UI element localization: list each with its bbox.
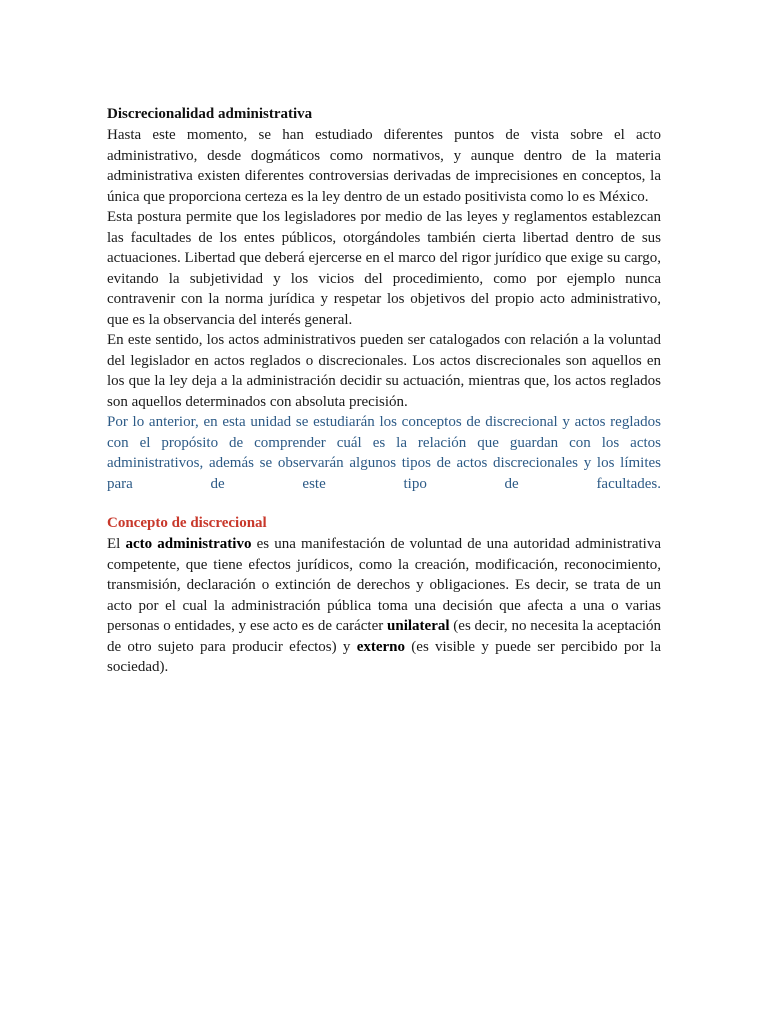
definition-bold-unilateral: unilateral xyxy=(387,618,450,634)
definition-text-3: (es decir, no necesita la aceptación de otro sujeto para producir efectos) y xyxy=(107,618,662,655)
definition-bold-acto-administrativo: acto administrativo xyxy=(125,536,252,552)
document-page xyxy=(107,104,661,678)
paragraph-unit-purpose: Por lo anterior, en esta unidad se estudiarán los conceptos de discrecional y actos reglados con el propósito de comprender cuál es la relación que guardan con los actos administrativos, además se observarán algunos tipos de actos discrecionales y los límites para de este tipo de facultades. xyxy=(107,414,661,492)
definition-text-2: es una manifestación de voluntad de una autoridad administrativa competente, que tiene efectos jurídicos, como la creación, modificación, reconocimiento, transmisión, declaración o extinción de derechos y obligaciones. Es decir, se trata de un acto por el cual la administración pública toma una decisión que afecta a una o varias personas o entidades, y ese acto es de carácter xyxy=(107,536,661,634)
section-heading: Concepto de discrecional xyxy=(107,515,267,531)
paragraph-legislators: Esta postura permite que los legisladores por medio de las leyes y reglamentos establezcan las facultades de los entes públicos, otorgándoles también cierta libertad dentro de sus actuaciones. Libertad que deberá ejercerse en el marco del rigor jurídico que exige su cargo, evitando la subjetividad y los vicios del procedimiento, como por ejemplo nunca contravenir con la norma jurídica y respetar los objetivos del propio acto administrativo, que es la observancia del interés general. xyxy=(107,209,661,328)
paragraph-intro: Hasta este momento, se han estudiado diferentes puntos de vista sobre el acto administrativo, desde dogmáticos como normativos, y aunque dentro de la materia administrativa existen diferentes controversias derivadas de imprecisiones en conceptos, la única que proporciona certeza es la ley dentro de un estado positivista como lo es México. xyxy=(107,127,661,205)
paragraph-definition xyxy=(107,534,661,678)
definition-text-1: El xyxy=(107,536,126,552)
paragraph-act-types: En este sentido, los actos administrativos pueden ser catalogados con relación a la voluntad del legislador en actos reglados o discrecionales. Los actos discrecionales son aquellos en los que la ley deja a la administración decidir su actuación, mientras que, los actos reglados son aquellos determinados con absoluta precisión. xyxy=(107,332,661,410)
document-title: Discrecionalidad administrativa xyxy=(107,106,313,122)
definition-bold-externo: externo xyxy=(356,638,406,655)
definition-text-4: (es visible y puede ser percibido por la sociedad). xyxy=(107,638,661,675)
